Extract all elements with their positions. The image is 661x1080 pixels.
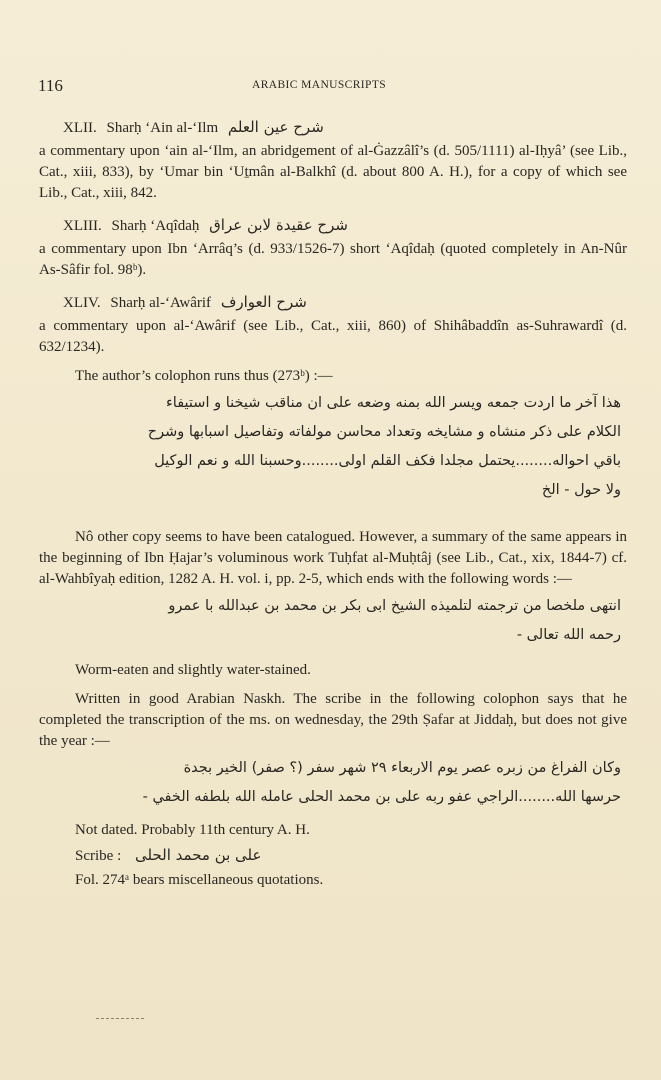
entry-arabic-title: شرح العوارف [220,293,307,311]
entry-description: a commentary upon Ibn ‘Arrâq’s (d. 933/1526-7) short ‘Aqîdaḥ (quoted completely in An-Nûr As-Sâfir fol. 98ᵇ). [39,241,627,278]
entry-title [63,114,627,141]
entry-transliterated-title: Sharḥ ‘Ain al-‘Ilm [106,120,219,136]
colophon-intro: The author’s colophon runs thus (273ᵇ) :— [75,368,333,384]
author-colophon-arabic [39,389,621,505]
entry-number: XLII. [63,120,97,136]
folio-note: Fol. 274ᵃ bears miscellaneous quotations. [75,872,324,888]
page-content [39,114,627,891]
arabic-line: رحمه الله تعالى - [516,627,621,643]
entry-transliterated-title: Sharḥ al-‘Awârif [110,295,212,311]
scribe-name-arabic: على بن محمد الحلى [135,846,262,864]
summary-arabic [39,592,621,650]
entry-xliii [39,212,627,281]
entry-description: a commentary upon al-‘Awârif (see Lib., Cat., xiii, 860) of Shihâbaddîn as-Suhrawardî (d. 632/1234). [39,318,627,355]
paragraph-other-copies: Nô other copy seems to have been catalogued. However, a summary of the same appears in the beginning of Ibn Ḥajar’s voluminous work Tuḥfat al-Muḥtâj (see Lib., Cat., xix, 1844-7) cf. al-Wahbîyaḥ edition, 1282 A. H. vol. i, pp. 2-5, which ends with the following words :— [39,529,627,587]
page-number: 116 [38,76,63,95]
entry-description: a commentary upon ‘ain al-‘Ilm, an abridgement of al-Ġazzâlî’s (d. 505/1111) al-Iḥyâ’ (see Lib., Cat., xiii, 833), by ‘Umar bin ‘Uṯmân al-Balkhî (d. about 800 A. H.), for a copy of which see Lib., Cat., xiii, 842. [39,143,627,201]
scribe-row [75,841,627,870]
page-header [38,76,641,98]
date-note: Not dated. Probably 11th century A. H. [75,822,310,838]
scribe-colophon-arabic [39,754,621,812]
arabic-line: الكلام على ذكر منشاه و مشايخه وتعداد محاسن مولفاته وتفاصيل اسبابها وشرح [147,424,621,440]
entry-title [63,289,627,316]
entry-number: XLIII. [63,218,102,234]
condition-note: Worm-eaten and slightly water-stained. [75,662,311,678]
arabic-line: باقي احواله........يحتمل مجلدا فكف القلم اولى........وحسبنا الله و نعم الوكيل [154,453,621,469]
arabic-line: انتهى ملخصا من ترجمته لتلميذه الشيخ ابى بكر بن محمد بن عبدالله با عمرو [168,598,621,614]
entry-transliterated-title: Sharḥ ‘Aqîdaḥ [111,218,200,234]
arabic-line: حرسها الله........الراجي عفو ربه على بن محمد الحلى عامله الله بلطفه الخفي - [142,789,621,805]
entry-arabic-title: شرح عين العلم [227,118,324,136]
arabic-line: ولا حول - الخ [541,482,621,498]
divider [96,1018,144,1019]
entry-arabic-title: شرح عقيدة لابن عراق [209,216,348,234]
entry-xlii [39,114,627,204]
scribe-label: Scribe : [75,848,122,864]
entry-xliv [39,289,627,358]
running-head: ARABIC MANUSCRIPTS [252,79,387,91]
arabic-line: هذا آخر ما اردت جمعه ويسر الله بمنه وضعه على ان مناقب شيخنا و استيفاء [165,395,621,411]
entry-number: XLIV. [63,295,101,311]
paragraph-scribe: Written in good Arabian Naskh. The scribe in the following colophon says that he completed the transcription of the ms. on wednesday, the 29th Ṣafar at Jiddaḥ, but does not give the year :— [39,691,627,749]
arabic-line: وكان الفراغ من زبره عصر يوم الاربعاء ٢٩ شهر سفر (؟ صفر) الخير بجدة [183,760,621,776]
entry-title [63,212,627,239]
